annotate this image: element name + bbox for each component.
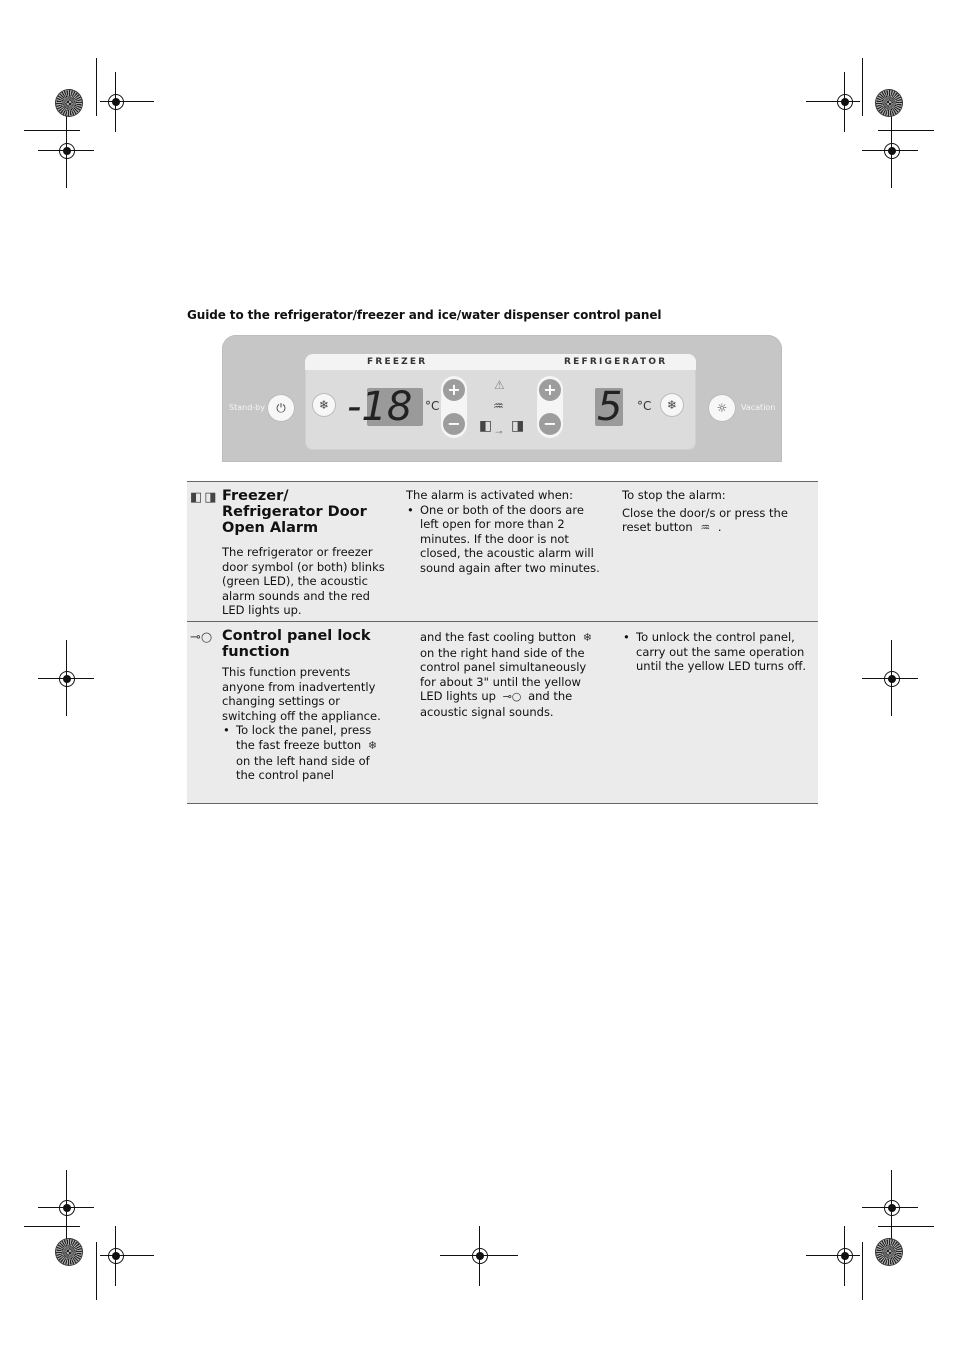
door-symbols-icon: ◧◨ <box>190 490 219 505</box>
freezer-header: FREEZER <box>305 354 542 370</box>
color-wheel-icon <box>56 90 82 116</box>
crop-line <box>24 130 80 131</box>
row-description: This function prevents anyone from inadvertently changing settings or switching off the appliance. <box>222 665 381 723</box>
lock-cell <box>420 630 604 720</box>
registration-mark-icon <box>472 1248 488 1264</box>
key-icon: ⊸○ <box>190 630 213 645</box>
refrigerator-minus-icon: − <box>539 413 561 435</box>
row-description: The refrigerator or freezer door symbol (or both) blinks (green LED), the acoustic alarm sounds and the red LED lights up. <box>222 545 385 618</box>
page-title: Guide to the refrigerator/freezer and ice/water dispenser control panel <box>187 308 662 322</box>
display-area <box>305 354 696 450</box>
freezer-minus-icon: − <box>443 413 465 435</box>
control-panel-image <box>222 335 782 462</box>
freezer-temperature: -18 <box>347 384 413 430</box>
refrigerator-adjust <box>537 376 563 438</box>
crop-line <box>862 1242 863 1300</box>
key-icon: ⊸○ <box>502 690 522 704</box>
unlock-instruction: • To unlock the control panel, carry out the same operation until the yellow LED turns off. <box>622 630 818 674</box>
freezer-adjust <box>441 376 467 438</box>
standby-label: Stand-by <box>229 403 265 412</box>
crop-line <box>96 58 97 116</box>
lock-instruction: To lock the panel, press the fast freeze button <box>236 723 372 752</box>
fast-cooling-icon: ❄ <box>582 631 592 644</box>
alarm-reset-icon: ♒ <box>700 521 711 535</box>
fast-cooling-icon: ❄ <box>661 394 683 416</box>
unlock-cell <box>622 630 818 674</box>
registration-mark-icon <box>59 143 75 159</box>
alarm-intro: The alarm is activated when: <box>406 488 573 502</box>
registration-mark-icon <box>837 1248 853 1264</box>
row-title: Control panel lock function <box>222 628 371 660</box>
registration-mark-icon <box>884 1200 900 1216</box>
freezer-unit: °C <box>425 399 440 413</box>
table-row <box>187 622 818 803</box>
lock-step-c: and the acoustic signal sounds. <box>420 689 573 719</box>
freezer-plus-icon: + <box>443 379 465 401</box>
crop-line <box>96 1242 97 1300</box>
warning-icon: ⚠ <box>494 378 505 392</box>
stop-cell <box>622 488 812 536</box>
power-icon: ⏻ <box>268 395 294 421</box>
registration-mark-icon <box>837 94 853 110</box>
row-heading-cell <box>222 628 387 783</box>
color-wheel-icon <box>876 1239 902 1265</box>
stop-end: . <box>717 520 722 535</box>
lock-step-b: on the right hand side of the control panel simultaneously for about 3" until the yellow LED lights up <box>420 645 587 704</box>
registration-mark-icon <box>59 1200 75 1216</box>
stop-text: Close the door/s or press the reset button <box>622 505 788 535</box>
refrigerator-door-icon: ◨ <box>511 418 525 434</box>
crop-line <box>862 58 863 116</box>
alarm-condition: • One or both of the doors are left open for more than 2 minutes. If the door is not closed, the acoustic alarm will sound again after two minutes. <box>406 503 604 576</box>
refrigerator-header: REFRIGERATOR <box>542 354 696 370</box>
lock-step-a: and the fast cooling button <box>420 630 577 644</box>
table-rule <box>187 803 818 804</box>
color-wheel-icon <box>56 1239 82 1265</box>
refrigerator-unit: °C <box>637 399 652 413</box>
fast-freeze-icon: ❄ <box>313 394 335 416</box>
registration-mark-icon <box>884 671 900 687</box>
vacation-label: Vacation <box>741 403 776 412</box>
lock-instruction-cont: on the left hand side of the control panel <box>236 753 370 783</box>
alarm-reset-icon: ♒ <box>493 399 504 413</box>
registration-mark-icon <box>884 143 900 159</box>
refrigerator-temperature: 5 <box>597 384 623 430</box>
vacation-icon: ☼ <box>709 395 735 421</box>
crop-line <box>24 1226 80 1227</box>
registration-mark-icon <box>59 671 75 687</box>
registration-mark-icon <box>108 1248 124 1264</box>
refrigerator-plus-icon: + <box>539 379 561 401</box>
lock-key-icon: ⊸ <box>495 428 503 438</box>
registration-mark-icon <box>108 94 124 110</box>
fast-freeze-icon: ❄ <box>367 738 378 752</box>
freezer-door-icon: ◧ <box>479 418 493 434</box>
crop-line <box>878 130 934 131</box>
activation-cell <box>406 488 604 576</box>
stop-intro: To stop the alarm: <box>622 488 726 502</box>
crop-line <box>878 1226 934 1227</box>
row-title: Freezer/ Refrigerator Door Open Alarm <box>222 488 367 536</box>
color-wheel-icon <box>876 90 902 116</box>
table-row <box>187 482 818 621</box>
row-heading-cell <box>222 488 387 618</box>
